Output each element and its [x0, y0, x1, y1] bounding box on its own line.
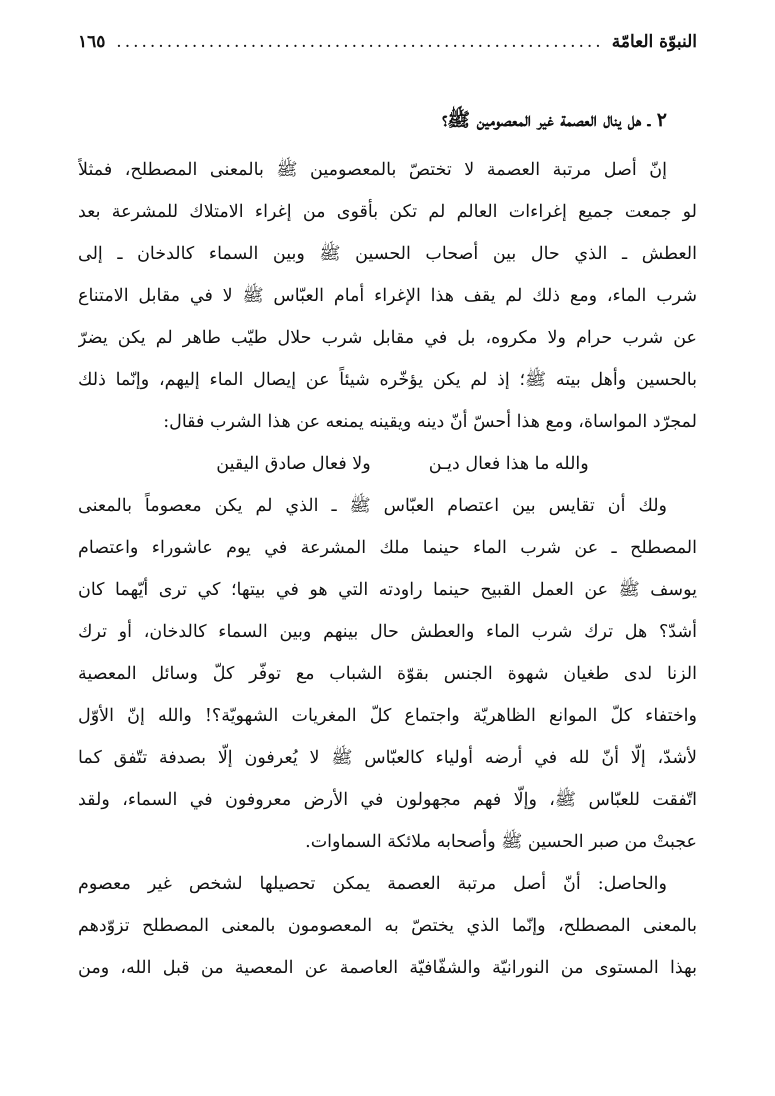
text-line: ولك أن تقايس بين اعتصام العبّاس ﷺ ـ الذي لم يكن معصوماً بالمعنى [78, 496, 667, 516]
poem-verse [78, 443, 697, 485]
text-line: إنّ أصل مرتبة العصمة لا تختصّ بالمعصومين ﷺ بالمعنى المصطلح، فمثلاً [78, 160, 667, 180]
text-line: عجبتْ من صبر الحسين ﷺ وأصحابه ملائكة السماوات. [305, 832, 697, 852]
dotted-leader [113, 32, 603, 52]
paragraph-3 [78, 863, 697, 989]
text-line: واختفاء كلّ الموانع الظاهريّة واجتماع كلّ المغريات الشهويّة؟! والله إنّ الأوّل [78, 706, 697, 726]
text-line: عن شرب حرام ولا مكروه، بل في مقابل شرب حلال طيّب طاهر لم يكن يضرّ [78, 328, 697, 348]
text-line: لو جمعت جميع إغراءات العالم لم تكن بأقوى من إغراء الامتلاك للمشرعة بعد [78, 202, 697, 222]
text-line: أشدّ؟ هل ترك شرب الماء والعطش حال بينهم وبين السماء كالدخان، أو ترك [78, 622, 697, 642]
text-line: اتّفقت للعبّاس ﷺ، وإلّا فهم مجهولون في الأرض معروفون في السماء، ولقد [78, 790, 697, 810]
running-header [78, 32, 697, 66]
text-line: لمجرّد المواساة، ومع هذا أحسّ أنّ دينه ويقينه يمنعه عن هذا الشرب فقال: [163, 412, 697, 432]
text-line: بالحسين وأهل بيته ﷺ؛ إذ لم يكن يؤخّره شيئاً عن إيصال الماء إليهم، وإنّما ذلك [78, 370, 697, 390]
text-line: لأشدّ، إلّا أنّ لله في أرضه أولياء كالعبّاس ﷺ لا يُعرفون إلّا بصدفة تتّفق كما [78, 748, 697, 768]
text-line: والحاصل: أنّ أصل مرتبة العصمة يمكن تحصيلها لشخص غير معصوم [78, 874, 667, 894]
text-line: شرب الماء، ومع ذلك لم يقف هذا الإغراء أمام العبّاس ﷺ لا في مقابل الامتناع [78, 286, 697, 306]
text-line: المصطلح ـ عن شرب الماء حينما ملك المشرعة في يوم عاشوراء واعتصام [78, 538, 697, 558]
text-line: الزنا لدى طغيان شهوة الجنس بقوّة الشباب مع توفّر كلّ وسائل المعصية [78, 664, 697, 684]
text-line: بهذا المستوى من النورانيّة والشفّافيّة العاصمة عن المعصية من قبل الله، ومن [78, 958, 697, 978]
verse-hemistich-first: والله ما هذا فعال ديـن [428, 454, 589, 474]
page-number: ١٦٥ [78, 32, 106, 52]
text-line: بالمعنى المصطلح، وإنّما الذي يختصّ به المعصومون بالمعنى المصطلح تزوّدهم [78, 916, 697, 936]
paragraph-2 [78, 485, 697, 863]
section-heading: ٢ ـ هل ينال العصمة غير المعصومين ﷺ؟ [441, 109, 667, 131]
paragraph-1 [78, 149, 697, 443]
text-line: العطش ـ الذي حال بين أصحاب الحسين ﷺ وبين السماء كالدخان ـ إلى [78, 244, 697, 264]
verse-hemistich-second: ولا فعال صادق اليقين [216, 454, 371, 474]
text-line: يوسف ﷺ عن العمل القبيح حينما راودته التي هو في بيتها؛ كي ترى أيّهما كان [78, 580, 697, 600]
running-title: النبوّة العامّة [611, 32, 697, 52]
